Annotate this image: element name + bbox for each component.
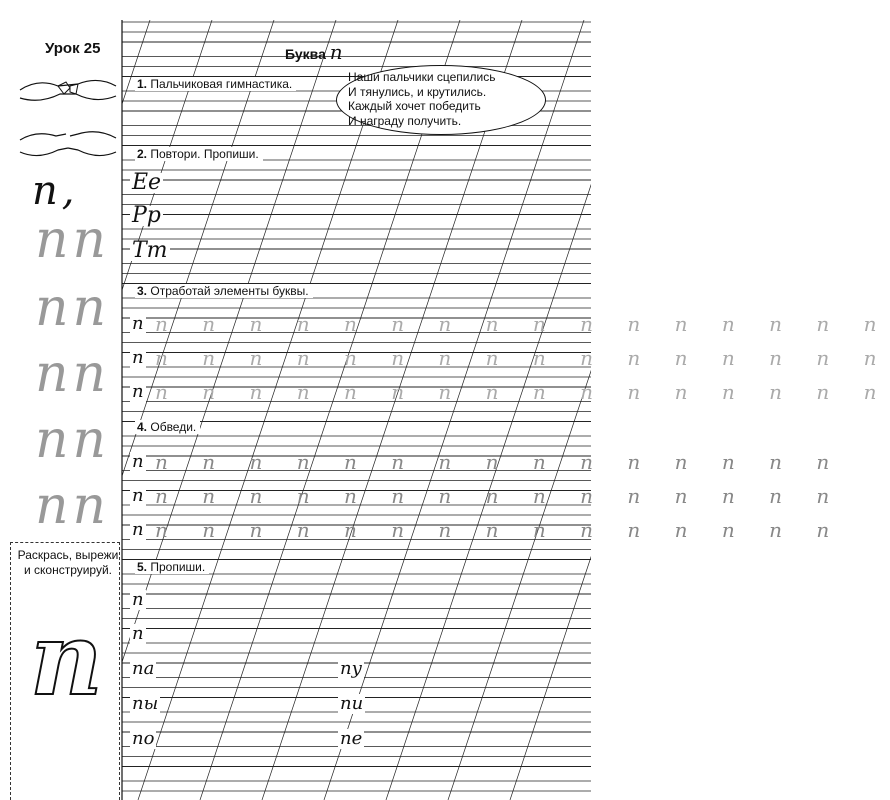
syllable-pi: пи [340, 693, 364, 714]
task-2: 2. Повтори. Пропиши. [135, 147, 263, 161]
syllable-py: пы [132, 693, 159, 714]
repeat-letter-r: Рр [132, 203, 161, 228]
element-row-1-trace: п п п п п п п п п п п п п п п п [155, 312, 890, 336]
syllable-pu: пу [340, 658, 363, 679]
script-letter-sample: п, [32, 168, 79, 214]
repeat-letter-t: Тт [132, 238, 168, 263]
element-row-2-lead: п [132, 347, 144, 368]
task-5: 5. Пропиши. [135, 560, 209, 574]
task-3: 3. Отработай элементы буквы. [135, 284, 313, 298]
letter-pair-4: пп [35, 410, 110, 470]
outline-row-1-trace: п п п п п п п п п п п п п п п [155, 450, 844, 474]
letter-pair-3: пп [35, 344, 110, 404]
fingers-pulling-illustration [18, 122, 118, 162]
poem [348, 70, 495, 128]
cutout-instruction: Раскрась, вырежи и сконструируй. [17, 548, 119, 577]
write-row-2-lead: п [132, 623, 144, 644]
letter-pair-1: пп [35, 210, 110, 270]
slant-line [262, 20, 522, 800]
outline-row-3-lead: п [132, 519, 144, 540]
poem-line: Каждый хочет победить [348, 99, 481, 113]
page-title [285, 40, 343, 64]
poem-line: И награду получить. [348, 113, 462, 128]
letter-pair-2: пп [35, 278, 110, 338]
poem-line: Наши пальчики сцепились [348, 70, 496, 84]
outline-row-3-trace: п п п п п п п п п п п п п п п [155, 518, 844, 542]
task-4: 4. Обведи. [135, 420, 200, 434]
letter-pair-5: пп [35, 476, 110, 536]
slant-line [324, 20, 584, 800]
slant-line [138, 20, 398, 800]
outline-row-2-lead: п [132, 485, 144, 506]
task-1: 1. Пальчиковая гимнастика. [135, 77, 296, 91]
fingers-interlocked-illustration [18, 68, 118, 108]
outline-row-2-trace: п п п п п п п п п п п п п п п [155, 484, 844, 508]
element-row-1-lead: п [132, 313, 144, 334]
syllable-pe: пе [340, 728, 363, 749]
horizontal-rules [122, 22, 591, 800]
slant-line [448, 20, 708, 800]
repeat-letter-e: Ее [132, 170, 162, 195]
title-letter: п [329, 40, 343, 64]
poem-line: И тянулись, и крутились. [348, 84, 487, 99]
element-row-3-trace: п п п п п п п п п п п п п п п п [155, 380, 890, 404]
element-row-3-lead: п [132, 381, 144, 402]
syllable-pa: па [132, 658, 155, 679]
element-row-2-trace: п п п п п п п п п п п п п п п п [155, 346, 890, 370]
slant-line [200, 20, 460, 800]
write-row-1-lead: п [132, 589, 144, 610]
syllable-po: по [132, 728, 155, 749]
lesson-number: Урок 25 [45, 40, 101, 57]
title-label: Буква [285, 46, 326, 62]
slant-line [510, 20, 770, 800]
outline-row-1-lead: п [132, 451, 144, 472]
cutout-letter-outline: п [30, 600, 103, 718]
slant-line [386, 20, 646, 800]
